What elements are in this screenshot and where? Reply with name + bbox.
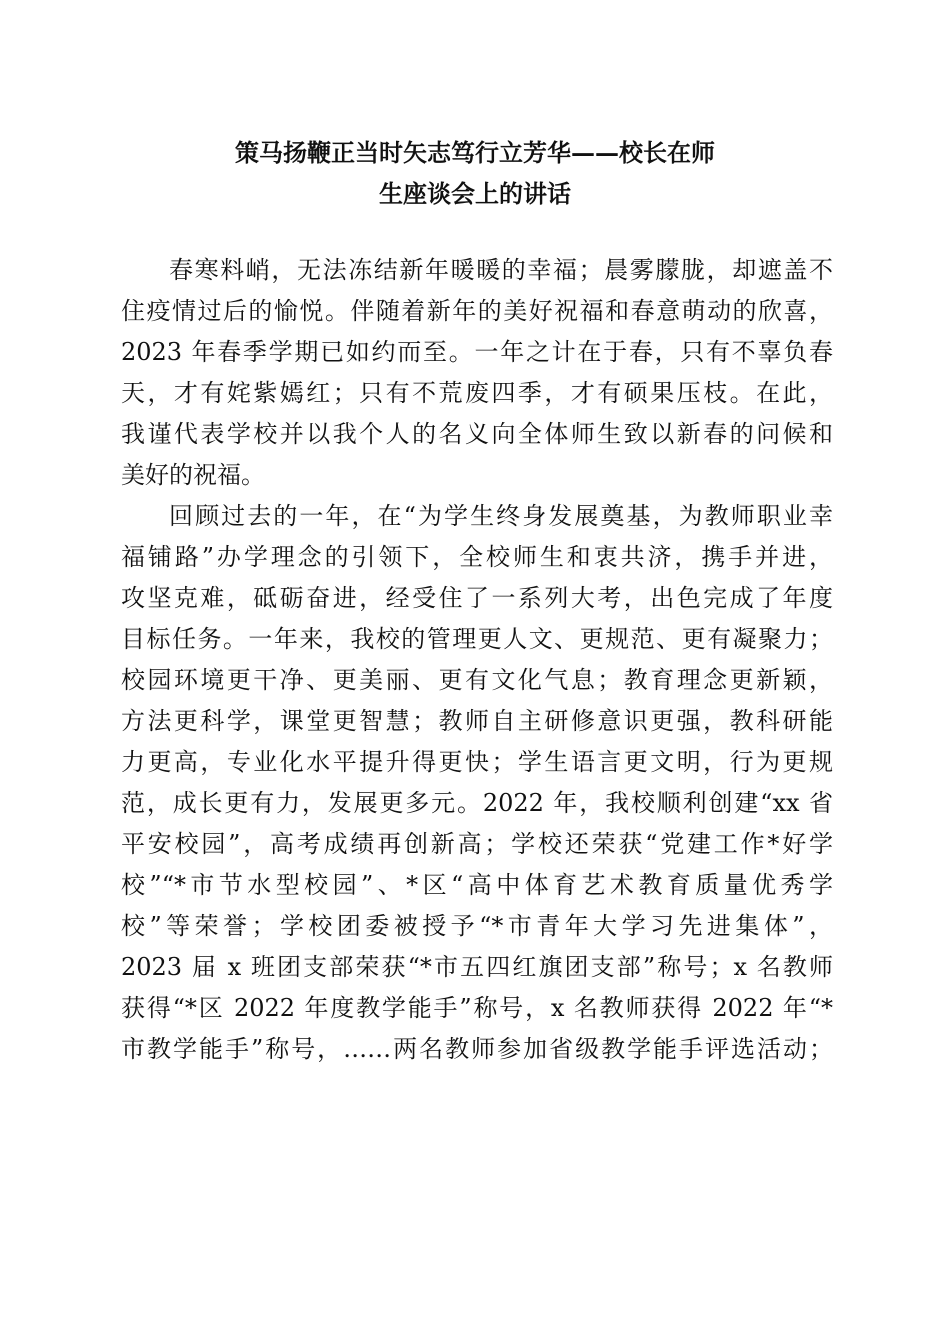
text-line: 天，才有姹紫嫣红；只有不荒废四季，才有硕果压枝。在此，: [121, 379, 833, 407]
document-body: [121, 250, 833, 1070]
text-line: 目标任务。一年来，我校的管理更人文、更规范、更有凝聚力；: [121, 625, 833, 653]
paragraph-2: [121, 496, 833, 1070]
text-line: 美好的祝福。: [121, 461, 265, 489]
text-line: 我谨代表学校并以我个人的名义向全体师生致以新春的问候和: [121, 420, 833, 448]
text-line: 春寒料峭，无法冻结新年暖暖的幸福；晨雾朦胧，却遮盖不: [169, 256, 833, 284]
paragraph-1: [121, 250, 833, 496]
text-line: 校”等荣誉；学校团委被授予“*市青年大学习先进集体”，: [121, 912, 833, 940]
text-line: 校”“*市节水型校园”、*区“高中体育艺术教育质量优秀学: [121, 871, 833, 899]
text-line: 福铺路”办学理念的引领下，全校师生和衷共济，携手并进，: [121, 543, 833, 571]
text-line: 住疫情过后的愉悦。伴随着新年的美好祝福和春意萌动的欣喜，: [121, 297, 833, 325]
title-line-2: 生座谈会上的讲话: [379, 179, 571, 208]
title-line-1: 策马扬鞭正当时矢志笃行立芳华——校长在师: [235, 138, 715, 167]
text-line: 回顾过去的一年，在“为学生终身发展奠基，为教师职业幸: [169, 502, 833, 530]
text-line: 2023 届 x 班团支部荣获“*市五四红旗团支部”称号；x 名教师: [121, 953, 833, 981]
text-line: 范，成长更有力，发展更多元。2022 年，我校顺利创建“xx 省: [121, 789, 833, 817]
text-line: 方法更科学，课堂更智慧；教师自主研修意识更强，教科研能: [121, 707, 833, 735]
document-title: [90, 132, 860, 214]
text-line: 平安校园”，高考成绩再创新高；学校还荣获“党建工作*好学: [121, 830, 833, 858]
text-line: 获得“*区 2022 年度教学能手”称号，x 名教师获得 2022 年“*: [121, 994, 833, 1022]
text-line: 校园环境更干净、更美丽、更有文化气息；教育理念更新颖，: [121, 666, 833, 694]
text-line: 市教学能手”称号，……两名教师参加省级教学能手评选活动；: [121, 1035, 833, 1063]
text-line: 2023 年春季学期已如约而至。一年之计在于春，只有不辜负春: [121, 338, 833, 366]
text-line: 攻坚克难，砥砺奋进，经受住了一系列大考，出色完成了年度: [121, 584, 833, 612]
text-line: 力更高，专业化水平提升得更快；学生语言更文明，行为更规: [121, 748, 833, 776]
